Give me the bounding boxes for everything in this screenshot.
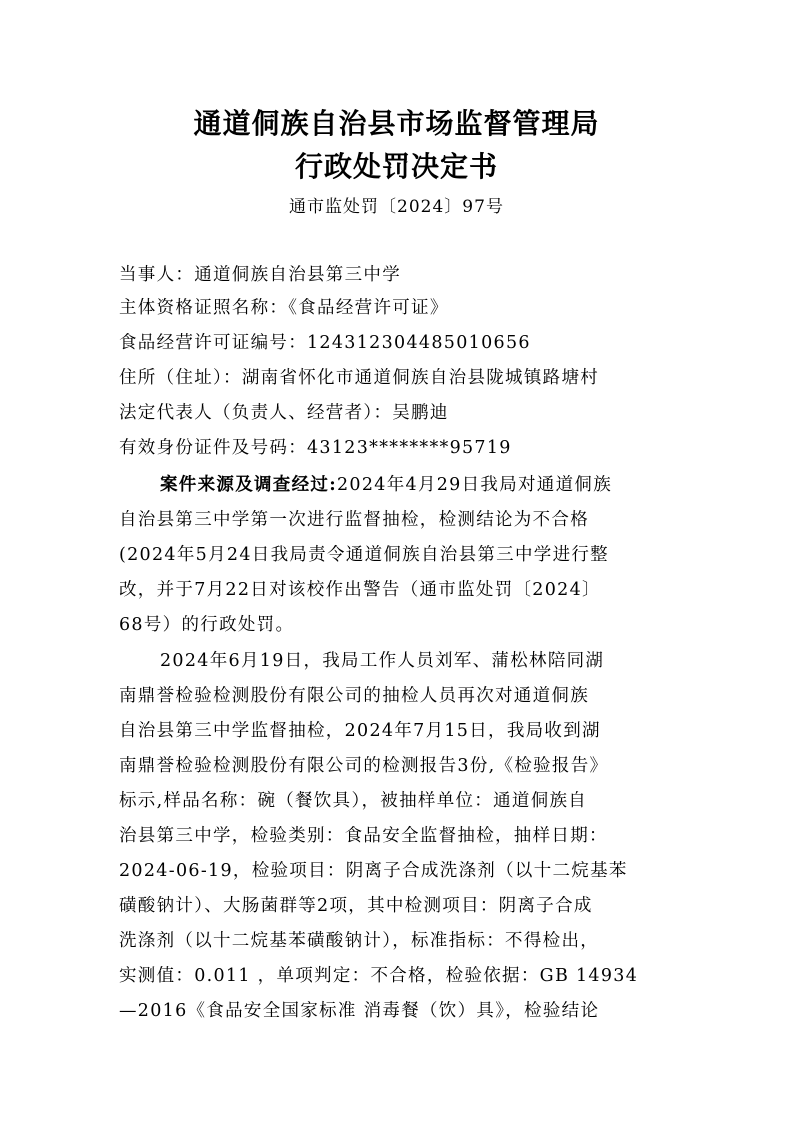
- case-paragraph-2-line-8: 磺酸钠计）、大肠菌群等2项，其中检测项目：阴离子合成: [119, 896, 593, 916]
- party-name: 当事人：通道侗族自治县第三中学: [119, 265, 401, 285]
- case-paragraph-2-line-4: 南鼎誉检验检测股份有限公司的检测报告3份,《检验报告》: [119, 756, 609, 776]
- case-paragraph-1-line-2: 自治县第三中学第一次进行监督抽检，检测结论为不合格: [119, 510, 589, 530]
- case-paragraph-1-line-3: (2024年5月24日我局责令通道侗族自治县第三中学进行整: [119, 545, 609, 565]
- case-paragraph-2-line-11: —2016《食品安全国家标准 消毒餐（饮）具》，检验结论: [119, 1001, 600, 1021]
- case-p1-line1-text: 2024年4月29日我局对通道侗族: [336, 475, 613, 495]
- case-section-heading: 案件来源及调查经过:: [160, 475, 337, 495]
- party-license-number: 食品经营许可证编号：124312304485010656: [119, 333, 531, 353]
- case-paragraph-2-line-10: 实测值：0.011 ，单项判定：不合格，检验依据：GB 14934: [119, 966, 639, 986]
- document-number: 通市监处罚〔2024〕97号: [289, 197, 504, 217]
- case-paragraph-2-line-2: 南鼎誉检验检测股份有限公司的抽检人员再次对通道侗族: [119, 686, 589, 706]
- case-paragraph-2-line-7: 2024-06-19，检验项目：阴离子合成洗涤剂（以十二烷基苯: [119, 861, 628, 881]
- case-paragraph-2-line-5: 标示,样品名称：碗（餐饮具），被抽样单位：通道侗族自: [119, 791, 588, 811]
- document-title-type: 行政处罚决定书: [294, 150, 498, 183]
- party-address: 住所（住址）：湖南省怀化市通道侗族自治县陇城镇路塘村: [119, 368, 600, 388]
- case-paragraph-2-line-9: 洗涤剂（以十二烷基苯磺酸钠计），标准指标：不得检出，: [119, 931, 600, 951]
- case-paragraph-2-line-1: 2024年6月19日，我局工作人员刘军、蒲松林陪同湖: [160, 651, 605, 671]
- party-legal-rep: 法定代表人（负责人、经营者）：吴鹏迪: [119, 403, 449, 423]
- document-title-agency: 通道侗族自治县市场监督管理局: [193, 107, 600, 140]
- case-paragraph-1-line-1: [160, 472, 612, 498]
- case-paragraph-2-line-3: 自治县第三中学监督抽检，2024年7月15日，我局收到湖: [119, 721, 601, 741]
- case-paragraph-1-line-5: 68号）的行政处罚。: [119, 615, 295, 635]
- case-paragraph-1-line-4: 改，并于7月22日对该校作出警告（通市监处罚〔2024〕: [119, 580, 601, 600]
- case-paragraph-2-line-6: 治县第三中学，检验类别：食品安全监督抽检，抽样日期：: [119, 826, 608, 846]
- party-license-name: 主体资格证照名称：《食品经营许可证》: [119, 298, 449, 318]
- party-id-number: 有效身份证件及号码：43123********95719: [119, 438, 512, 458]
